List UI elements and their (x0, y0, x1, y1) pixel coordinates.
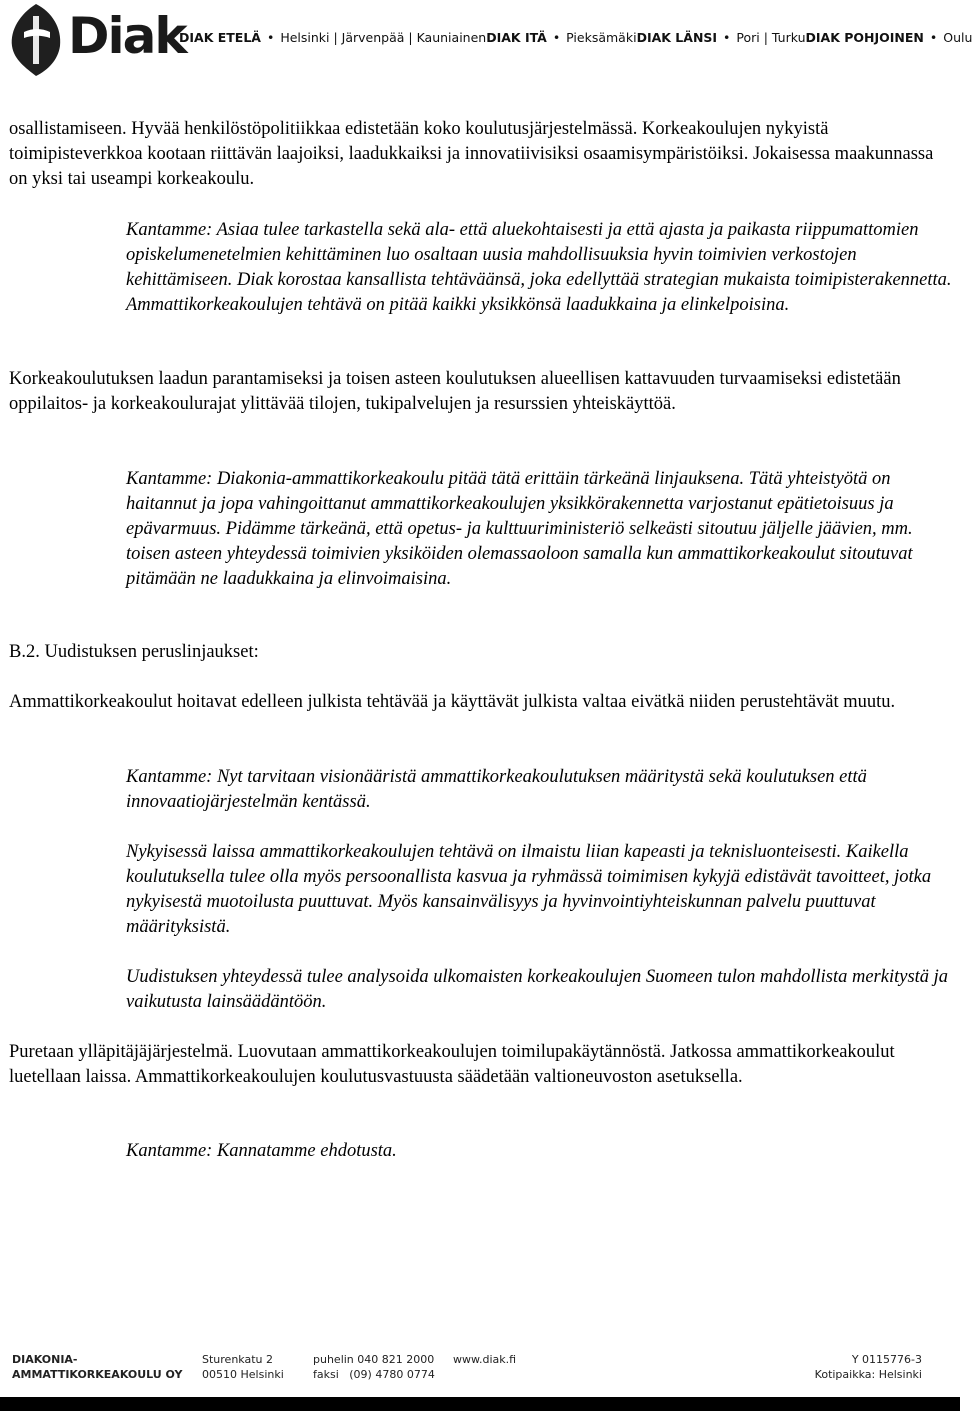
campus-region: DIAK POHJOINEN (805, 30, 924, 45)
footer-org-line: AMMATTIKORKEAKOULU OY (12, 1368, 183, 1381)
footer-org-line: DIAKONIA- (12, 1353, 78, 1366)
brand-wordmark: Diak (68, 7, 186, 65)
statement-foreign-universities: Uudistuksen yhteydessä tulee analysoida ulkomaisten korkeakoulujen Suomeen tulon mahdollista merkitystä ja vaikutusta lainsäädäntöön. (126, 967, 949, 1012)
footer-street: Sturenkatu 2 (202, 1353, 273, 1366)
diak-logo-icon (6, 2, 66, 78)
page-footer (0, 1350, 960, 1411)
paragraph-public-task: Ammattikorkeakoulut hoitavat edelleen julkista tehtävää ja käyttävät julkista valtaa eivätkä niiden perustehtävät muutu. (9, 692, 896, 712)
campus-ita (486, 30, 636, 45)
campus-cities: Oulu (943, 30, 972, 45)
footer-organization (12, 1352, 182, 1382)
footer-company (815, 1352, 922, 1382)
campus-etela (179, 30, 486, 45)
campus-list (179, 30, 972, 45)
statement-kantamme-3: Kantamme: Nyt tarvitaan visionääristä ammattikorkeakoulutuksen määritystä sekä koulutuksen että innovaatiojärjestelmän kentässä. (126, 767, 867, 812)
statement-current-law: Nykyisessä laissa ammattikorkeakoulujen tehtävä on ilmaistu liian kapeasti ja teknisluonteisesti. Kaikella koulutuksella tulee olla myös persoonallista kasvua ja ryhmässä toimimisen kykyjä edistävät tavoitteet, jotka nykyisestä muotoilusta puuttuvat. Myös kansainvälisyys ja hyvinvointiyhteiskunnan palvelu puuttuvat määrityksistä. (126, 842, 932, 937)
statement-kantamme-2: Kantamme: Diakonia-ammattikorkeakoulu pitää tätä erittäin tärkeänä linjauksena. Tätä yhteistyötä on haitannut ja jopa vahingoittanut ammattikorkeakoulujen yksikkörakennetta varjostanut epätietoisuus ja epävarmuus. Pidämme tärkeänä, että opetus- ja kulttuuriministeriö selkeästi sitoutuu jäljelle jäävien, mm. toisen asteen yhteydessä toimivien yksiköiden olemassaoloon samalla kun ammattikorkeakoulut sitoutuvat pitämään ne laadukkaina ja elinvoimaisina. (126, 469, 913, 589)
footer-website-link[interactable]: www.diak.fi (453, 1353, 517, 1366)
paragraph-resources: Korkeakoulutuksen laadun parantamiseksi ja toisen asteen koulutuksen alueellisen kattavuuden turvaamiseksi edistetään oppilaitos- ja korkeakoulurajat ylittävää tilojen, tukipalvelujen ja resurssien yhteiskäyttöä. (9, 369, 901, 414)
footer-contact (313, 1352, 435, 1382)
campus-separator: • (723, 30, 731, 45)
campus-region: DIAK ITÄ (486, 30, 547, 45)
footer-fax: faksi (09) 4780 0774 (313, 1368, 435, 1381)
campus-separator: • (929, 30, 938, 45)
footer-business-id: Y 0115776-3 (851, 1353, 922, 1366)
campus-cities: Pori | Turku (736, 30, 806, 45)
footer-domicile: Kotipaikka: Helsinki (814, 1368, 922, 1381)
page-header (0, 0, 972, 80)
footer-bar (0, 1397, 960, 1411)
section-heading: B.2. Uudistuksen peruslinjaukset: (9, 642, 259, 662)
footer-phone: puhelin 040 821 2000 (313, 1353, 435, 1366)
campus-cities: Pieksämäki (566, 30, 637, 45)
statement-kantamme-4: Kantamme: Kannatamme ehdotusta. (126, 1141, 397, 1161)
campus-pohjoinen (806, 30, 972, 45)
footer-postal: 00510 Helsinki (202, 1368, 284, 1381)
paragraph-licensing: Puretaan ylläpitäjäjärjestelmä. Luovutaan ammattikorkeakoulujen toimilupakäytännöstä. Jatkossa ammattikorkeakoulut luetellaan laissa. Ammattikorkeakoulujen koulutusvastuusta säädetään valtioneuvoston asetuksella. (9, 1042, 895, 1087)
campus-lansi (637, 30, 806, 45)
campus-separator: • (266, 30, 275, 45)
statement-kantamme-1: Kantamme: Asiaa tulee tarkastella sekä ala- että aluekohtaisesti ja että ajasta ja paikasta riippumattomien opiskelumenetelmien kehittäminen luo osaltaan uusia mahdollisuuksia hyvin toimivien verkostojen kehittämiseen. Diak korostaa kansallista tehtäväänsä, joka edellyttää strategian mukaista toimipisterakennetta. Ammattikorkeakoulujen tehtävä on pitää kaikki yksikkönsä laadukkaina ja elinkelpoisina. (126, 220, 952, 315)
footer-address (202, 1352, 284, 1382)
campus-cities: Helsinki | Järvenpää | Kauniainen (280, 30, 487, 45)
paragraph-intro: osallistamiseen. Hyvää henkilöstöpolitiikkaa edistetään koko koulutusjärjestelmässä. Korkeakoulujen nykyistä toimipisteverkkoa kootaan riittävän laajoiksi, laadukkaiksi ja innovatiivisiksi osaamisympäristöiksi. Jokaisessa maakunnassa on yksi tai useampi korkeakoulu. (9, 119, 934, 189)
campus-region: DIAK LÄNSI (636, 30, 718, 45)
campus-separator: • (552, 30, 561, 45)
campus-region: DIAK ETELÄ (179, 30, 261, 45)
footer-web (453, 1352, 516, 1367)
